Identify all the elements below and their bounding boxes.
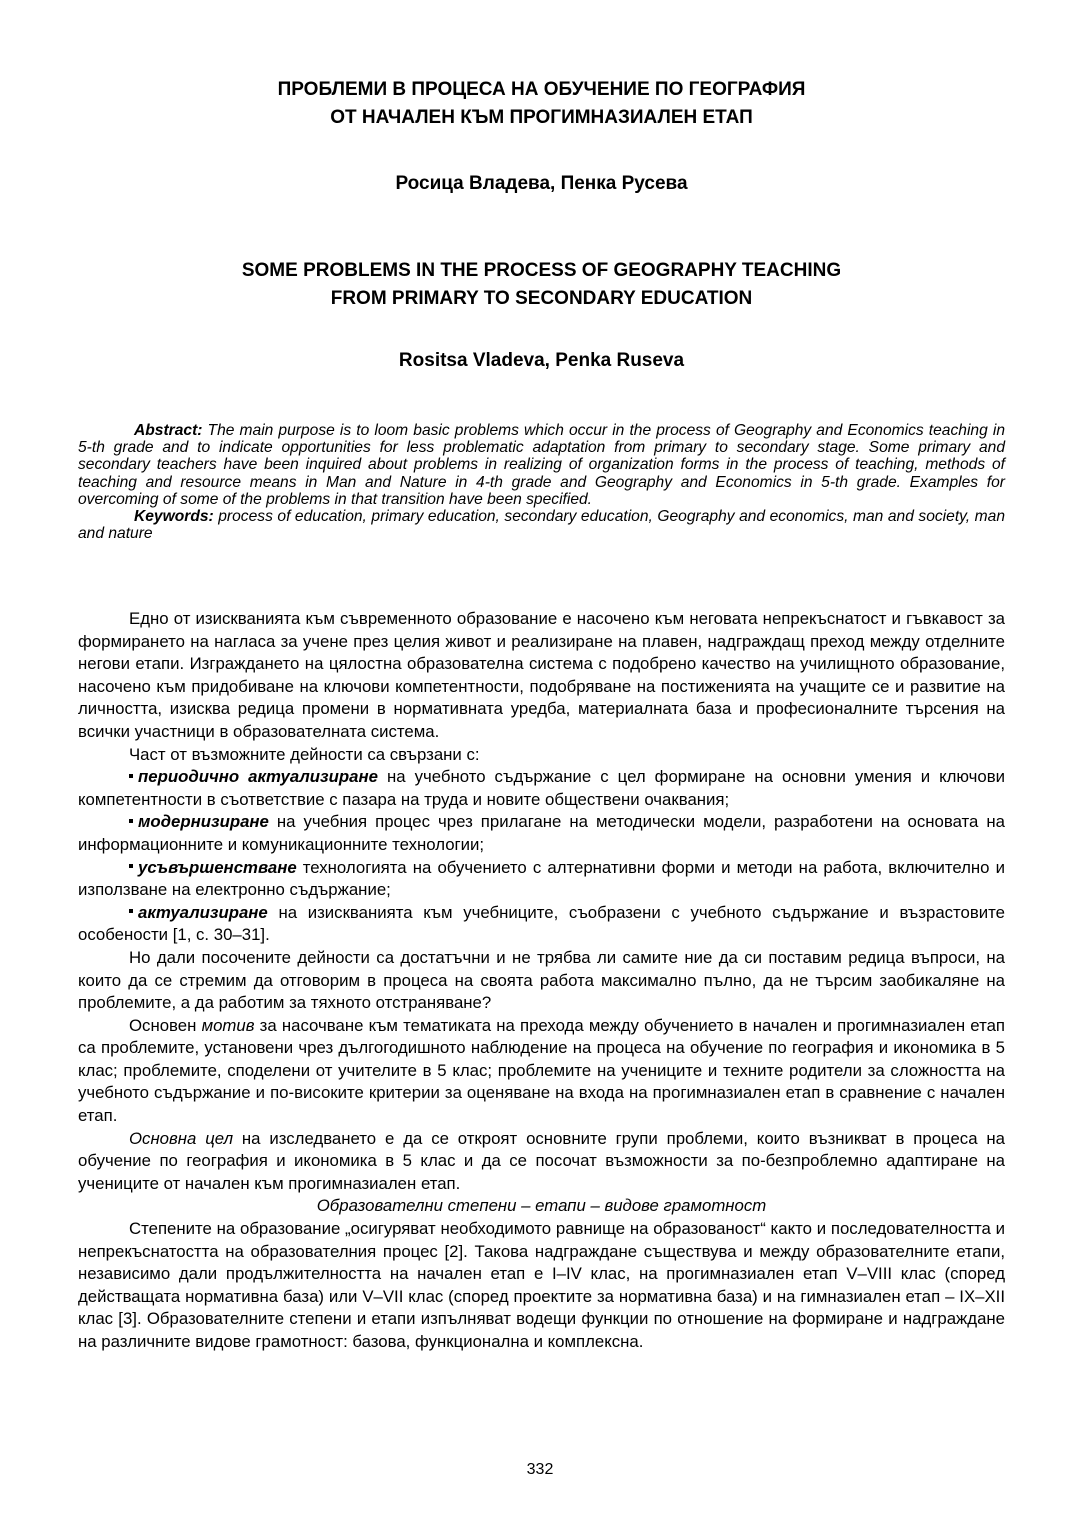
paragraph: Част от възможните дейности са свързани с:: [129, 744, 480, 764]
bullet-item: [78, 811, 1005, 856]
keywords-paragraph: [78, 508, 1005, 542]
title-line: SOME PROBLEMS IN THE PROCESS OF GEOGRAPHY TEACHING: [241, 260, 842, 281]
emphasis: Основна цел: [129, 1128, 234, 1148]
bullet-text: технологията на обучението с алтернативни форми и методи на работа, включително и използване на електронно съдържание;: [78, 857, 1005, 900]
paragraph: Степените на образование „осигуряват необходимото равнище на образованост“ както и последователността и непрекъснатостта на образователния процес [2]. Такова надграждане съществува и между образователните етапи, независимо дали продължителността на начален етап е I–IV клас, на прогимназиален етап V–VIII клас (според действащата нормативна база) или V–VII клас (според проектите за нормативна база) и на гимназиален етап – IX–XII клас [3]. Образователните степени и етапи изпълняват водещи функции по отношение на формиране и надграждане на различните видове грамотност: базова, функционална и комплексна.: [78, 1219, 1005, 1351]
title-bulgarian: [78, 76, 1005, 132]
abstract: [78, 422, 1005, 542]
bullet-term: актуализиране: [138, 902, 268, 922]
bullet-text: на учебното съдържание с цел формиране на основни умения и ключови компетентности в съответствие с пазара на труда и новите обществени очаквания;: [78, 767, 1006, 809]
bullet-text: на учебния процес чрез прилагане на методически модели, разработени на основата на информационните и комуникационните технологии;: [78, 812, 1005, 854]
paragraph: Едно от изискванията към съвременното образование е насочено към неговата непрекъснатост и гъвкавост за формирането на нагласа за учене през целия живот и реализиране на плавен, надграждащ преход между отделните негови етапи. Изграждането на цялостна образователна система с подобрено качество на училищното образование, насочено към придобиване на ключови компетентности, подобряване на постиженията на учащите се и развитие на личността, изисква редица промени в нормативната уредба, материалната база и професионалните търсения на всички участници в образователната система.: [78, 609, 1005, 741]
bullet-icon: [129, 909, 133, 913]
text-run: за насочване към тематиката на прехода между обучението в начален и прогимназиален етап са проблемите, установени чрез дългогодишното наблюдение на процеса на обучение по география и икономика в 5 клас; проблемите, споделени от учителите в 5 клас; проблемите на учениците и техните родители за сложността на учебното съдържание и по-високите критерии за оценяване на входа на прогимназиален етап в сравнение с начален етап.: [78, 1015, 1005, 1126]
bullet-icon: [129, 774, 133, 778]
keywords-label: Keywords:: [134, 508, 214, 526]
bullet-term: периодично актуализиране: [138, 767, 378, 787]
page-number: 332: [526, 1461, 554, 1478]
bullet-term: усъвършенстване: [138, 857, 297, 877]
bullet-item: [78, 766, 1005, 811]
abstract-text: The main purpose is to loom basic problems which occur in the process of Geography and Economics teaching in 5-th grade and to indicate opportunities for less problematic adaptation from primary to secondary stage. Some primary and secondary teachers have been inquired about problems in realizing of organization forms in the process of teaching, methods of teaching and resource means in Man and Nature in 4-th grade and Geography and Economics in 5-th grade. Examples for overcoming of some of the problems in that transition have been specified.: [78, 422, 1005, 508]
paragraph: [78, 1015, 1005, 1128]
body-text: [78, 608, 1005, 1354]
title-english: [78, 257, 1005, 313]
authors-english: Rositsa Vladeva, Penka Ruseva: [398, 350, 685, 371]
paragraph: Но дали посочените дейности са достатъчни и не трябва ли самите ние да си поставим редица въпроси, на които да се стремим да отговорим в процеса на своята работа максимално пълно, да не търсим заобикаляне на проблемите, а да работим за тяхното отстраняване?: [78, 947, 1005, 1013]
text-run: на изследването е да се откроят основните групи проблеми, които възникват в процеса на обучение по география и икономика в 5 клас и да се посочат възможности за по-безпроблемно адаптиране на учениците от начален към прогимназиален етап.: [78, 1128, 1005, 1193]
title-line: ОТ НАЧАЛЕН КЪМ ПРОГИМНАЗИАЛЕН ЕТАП: [330, 107, 753, 128]
bullet-term: модернизиране: [138, 812, 269, 832]
title-line: FROM PRIMARY TO SECONDARY EDUCATION: [330, 288, 753, 309]
authors-bulgarian: Росица Владева, Пенка Русева: [395, 173, 688, 194]
bullet-icon: [129, 864, 133, 868]
title-line: ПРОБЛЕМИ В ПРОЦЕСА НА ОБУЧЕНИЕ ПО ГЕОГРАФИЯ: [277, 79, 806, 100]
paragraph: [78, 1128, 1005, 1196]
abstract-paragraph: [78, 422, 1005, 508]
keywords-text: process of education, primary education, secondary education, Geography and economics, man and society, man and nature: [78, 508, 1005, 543]
section-heading: Образователни степени – етапи – видове грамотност: [316, 1196, 767, 1216]
abstract-label: Abstract:: [134, 422, 203, 439]
emphasis: мотив: [201, 1015, 255, 1035]
bullet-text: на изискванията към учебниците, съобразени с учебното съдържание и възрастовите особености [1, с. 30–31].: [78, 902, 1005, 945]
bullet-item: [78, 857, 1005, 902]
text-run: Основен: [129, 1015, 202, 1035]
bullet-icon: [129, 819, 133, 823]
bullet-item: [78, 902, 1005, 947]
